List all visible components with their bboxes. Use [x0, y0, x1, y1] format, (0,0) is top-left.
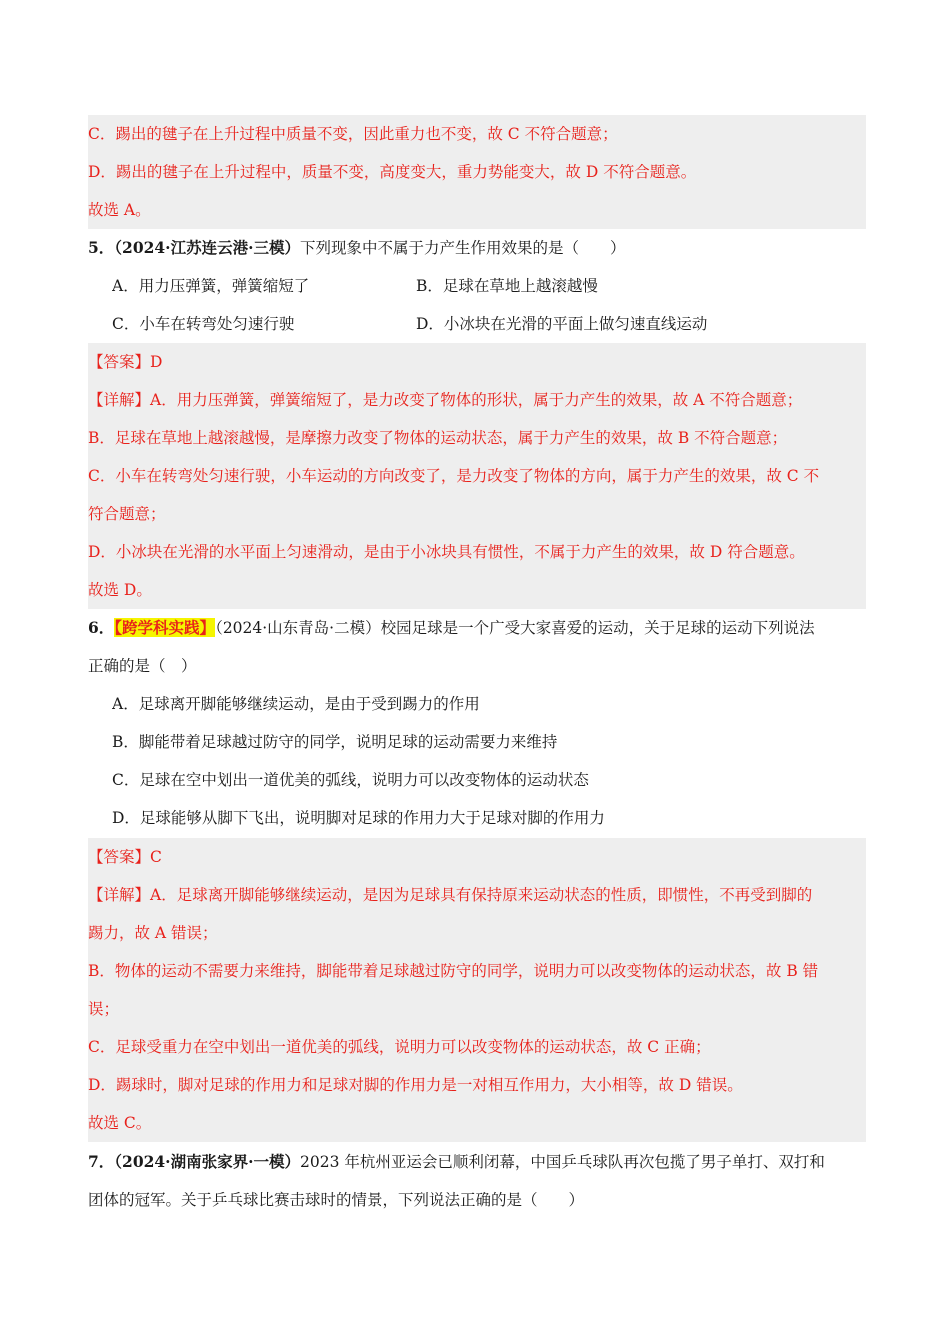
q6-detail-line-5: C．足球受重力在空中划出一道优美的弧线，说明力可以改变物体的运动状态，故 C 正确； — [88, 1028, 866, 1066]
q5-options-row-2 — [112, 305, 866, 343]
q6-answer-label: 【答案】 — [88, 848, 151, 866]
q5-detail-line-4: 符合题意； — [88, 495, 866, 533]
q5-detail-line-3: C．小车在转弯处匀速行驶，小车运动的方向改变了，是力改变了物体的方向，属于力产生的效果，故 C 不 — [88, 457, 866, 495]
q5-option-b: B．足球在草地上越滚越慢 — [416, 277, 598, 295]
q6-detail-text-1: A．足球离开脚能够继续运动，是因为足球具有保持原来运动状态的性质，即惯性，不再受到脚的 — [150, 886, 813, 904]
q6-text-1: 校园足球是一个广受大家喜爱的运动，关于足球的运动下列说法 — [380, 619, 815, 637]
q5-detail-line-5: D．小冰块在光滑的水平面上匀速滑动，是由于小冰块具有惯性，不属于力产生的效果，故 D 符合题意。 — [88, 533, 866, 571]
q7-text-1: 2023 年杭州亚运会已顺利闭幕，中国乒乓球队再次包揽了男子单打、双打和 — [299, 1153, 825, 1171]
q5-option-c: C．小车在转弯处匀速行驶 — [112, 315, 295, 333]
q5-number: 5． — [88, 238, 115, 257]
q6-number: 6． — [88, 618, 115, 637]
q6-stem-line-1 — [88, 609, 866, 647]
q5-detail-label: 【详解】 — [88, 391, 151, 409]
q5-option-d: D．小冰块在光滑的平面上做匀速直线运动 — [416, 315, 708, 333]
q5-option-a: A．用力压弹簧，弹簧缩短了 — [112, 277, 310, 295]
prev-answer-line-d: D．踢出的毽子在上升过程中，质量不变，高度变大，重力势能变大，故 D 不符合题意。 — [88, 153, 866, 191]
q7-source: （2024·湖南张家界·一模） — [114, 1152, 300, 1171]
q5-source: （2024·江苏连云港·三模） — [114, 238, 300, 257]
q5-options-row-1 — [112, 267, 866, 305]
q5-text: 下列现象中不属于力产生作用效果的是（ ） — [299, 239, 626, 257]
q5-detail-line-6: 故选 D。 — [88, 571, 866, 609]
q5-detail-line-1 — [88, 381, 866, 419]
q6-option-a: A．足球离开脚能够继续运动，是由于受到踢力的作用 — [112, 695, 480, 713]
q6-option-b: B．脚能带着足球越过防守的同学，说明足球的运动需要力来维持 — [112, 733, 558, 751]
prev-answer-line-c: C．踢出的毽子在上升过程中质量不变，因此重力也不变，故 C 不符合题意； — [88, 115, 866, 153]
q6-detail-line-3: B．物体的运动不需要力来维持，脚能带着足球越过防守的同学，说明力可以改变物体的运动状态，故 B 错 — [88, 952, 866, 990]
q6-detail-line-6: D．踢球时，脚对足球的作用力和足球对脚的作用力是一对相互作用力，大小相等，故 D 错误。 — [88, 1066, 866, 1104]
q7-stem-line-1 — [88, 1143, 866, 1181]
q7-number: 7． — [88, 1152, 115, 1171]
q6-option-d: D．足球能够从脚下飞出，说明脚对足球的作用力大于足球对脚的作用力 — [112, 809, 605, 827]
q6-tag: 【跨学科实践】 — [114, 618, 216, 637]
q5-answer — [88, 343, 866, 381]
q6-detail-line-7: 故选 C。 — [88, 1104, 866, 1142]
prev-answer-conclusion: 故选 A。 — [88, 191, 866, 229]
q6-answer-value: C — [150, 848, 162, 866]
q5-stem — [88, 229, 866, 267]
q5-detail-text-1: A．用力压弹簧，弹簧缩短了，是力改变了物体的形状，属于力产生的效果，故 A 不符合题意； — [150, 391, 803, 409]
q6-detail-line-2: 踢力，故 A 错误； — [88, 914, 866, 952]
q6-detail-line-4: 误； — [88, 990, 866, 1028]
q6-answer — [88, 838, 866, 876]
q5-answer-label: 【答案】 — [88, 353, 151, 371]
q6-option-c: C．足球在空中划出一道优美的弧线，说明力可以改变物体的运动状态 — [112, 771, 589, 789]
q6-detail-label: 【详解】 — [88, 886, 151, 904]
q5-answer-value: D — [150, 353, 163, 371]
q6-detail-line-1 — [88, 876, 866, 914]
q5-detail-line-2: B．足球在草地上越滚越慢，是摩擦力改变了物体的运动状态，属于力产生的效果，故 B 不符合题意； — [88, 419, 866, 457]
q7-stem-line-2: 团体的冠军。关于乒乓球比赛击球时的情景，下列说法正确的是（ ） — [88, 1191, 585, 1209]
q6-source: （2024·山东青岛·二模） — [215, 619, 381, 637]
q6-stem-line-2: 正确的是（ ） — [88, 657, 197, 675]
